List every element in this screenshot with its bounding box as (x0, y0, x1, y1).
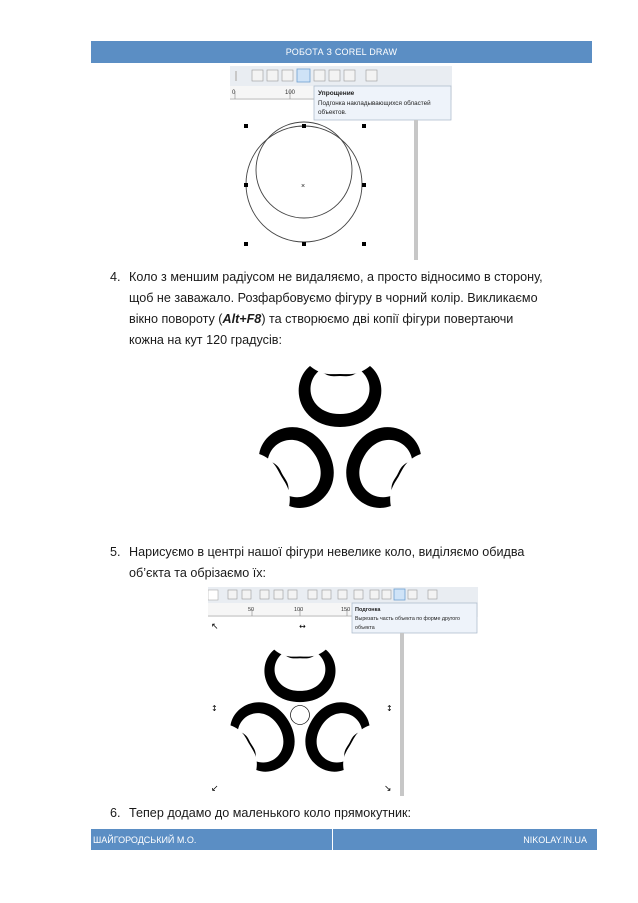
footer-site[interactable]: NIKOLAY.IN.UA (332, 829, 597, 850)
svg-text:↔: ↔ (299, 622, 306, 631)
svg-text:↕: ↕ (211, 704, 218, 713)
ruler-label-100: 100 (285, 90, 296, 96)
shape-lobe (332, 414, 426, 516)
step-text-line: щоб не заважало. Розфарбовуємо фігуру в чорний колір. Викликаємо (129, 291, 538, 305)
svg-text:↙: ↙ (211, 784, 219, 794)
hotkey: Alt+F8 (222, 312, 262, 326)
svg-text:×: × (301, 183, 306, 190)
tooltip-title: Подгонка (355, 607, 381, 613)
step-text-line (129, 309, 609, 330)
ruler-label-150: 150 (341, 607, 351, 613)
tooltip-title: Упрощение (318, 90, 355, 97)
tooltip-line-2: объектов. (318, 109, 347, 116)
page-header (91, 41, 592, 63)
tooltip-line-1: Подгонка накладывающихся областей (318, 100, 431, 107)
shape-lobe (299, 366, 382, 427)
scrollbar[interactable] (400, 633, 404, 796)
figure-simplify-screenshot (230, 66, 452, 261)
step-number: 5. (110, 545, 121, 559)
header-title: РОБОТА З COREL DRAW (285, 47, 398, 57)
figure-trim-screenshot (208, 587, 478, 797)
step-number: 6. (110, 806, 121, 820)
footer-author: ШАЙГОРОДСЬКИЙ М.О. (93, 834, 197, 845)
step-text-line: Коло з меншим радіусом не видаляємо, а просто відносимо в сторону, (129, 270, 543, 284)
page-footer (91, 829, 597, 850)
ruler-label-50: 50 (248, 607, 255, 613)
trim-icon[interactable] (394, 589, 405, 600)
tooltip-line-1: Вырезать часть объекта по форме другого (355, 616, 461, 622)
figure-rotated-shapes (250, 360, 430, 520)
step-text-line: Тепер додамо до маленького коло прямокутник: (129, 806, 412, 820)
shape-lobe (254, 414, 348, 516)
scrollbar[interactable] (414, 120, 418, 260)
svg-text:↖: ↖ (211, 622, 219, 632)
center-circle[interactable] (291, 706, 310, 725)
simplify-icon[interactable] (297, 69, 310, 82)
text-segment: вікно повороту ( (129, 312, 223, 326)
step-text-line: об’єкта та обрізаємо їх: (129, 566, 267, 580)
svg-text:↕: ↕ (386, 704, 393, 713)
step-text-line: Нарисуємо в центрі нашої фігури невелике коло, виділяємо обидва (129, 545, 525, 559)
ruler-label-0: 0 (232, 90, 236, 96)
circles (246, 122, 362, 242)
tooltip-line-2: объекта (355, 625, 375, 631)
tooltip (352, 603, 477, 633)
trimmed-shape (226, 650, 375, 779)
tooltip (314, 86, 451, 120)
svg-text:↘: ↘ (384, 784, 392, 794)
text-segment: ) та створюємо дві копії фігури повертаючи (261, 312, 514, 326)
ruler-label-100: 100 (294, 607, 304, 613)
step-number: 4. (110, 270, 121, 284)
step-text-line: кожна на кут 120 градусів: (129, 333, 282, 347)
